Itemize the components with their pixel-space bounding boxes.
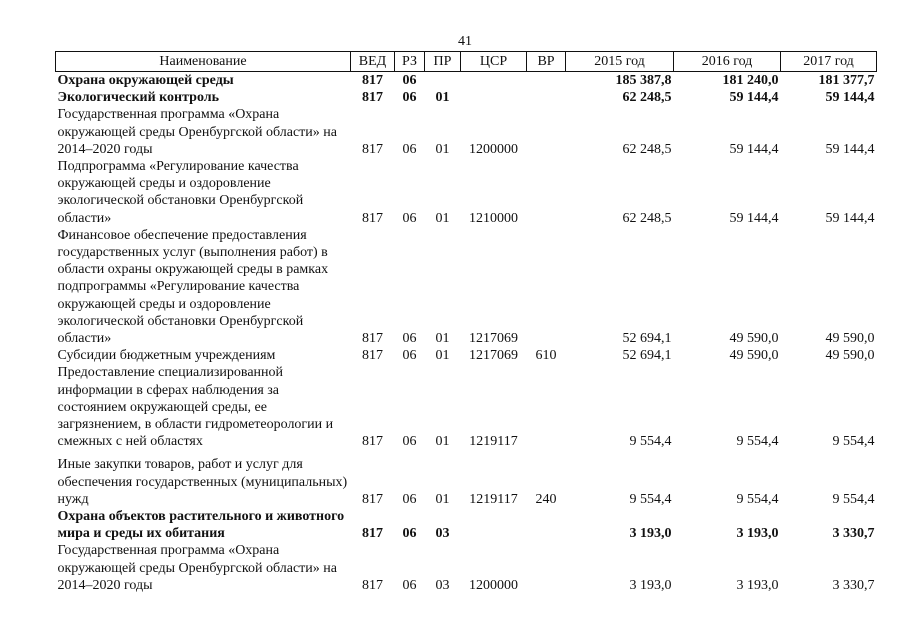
page-number: 41 [458,34,472,49]
cell-rz: 06 [402,348,417,364]
cell-csr [461,72,527,90]
table-row [56,508,877,542]
cell-2017: 9 554,4 [832,491,875,507]
cell-name: Подпрограмма «Регулирование качества окружающей среды и оздоровление экологической обстановки Оренбургской области» [57,159,304,226]
cell-2015: 3 193,0 [629,526,672,542]
cell-name: Субсидии бюджетным учреждениям [57,348,276,364]
cell-ved: 817 [362,141,383,157]
cell-csr [461,508,527,542]
cell-2015: 62 248,5 [622,141,672,157]
cell-2015: 185 387,8 [615,73,672,88]
cell-vr [527,542,566,594]
col-header-vr: ВР [527,52,566,72]
table-row [56,106,877,158]
cell-vr: 610 [535,348,557,364]
cell-2015: 52 694,1 [622,348,672,364]
cell-name: Государственная программа «Охрана окружающей среды Оренбургской области» на 2014–2020 годы [57,543,337,593]
cell-2016: 49 590,0 [729,348,779,364]
cell-ved: 817 [362,348,383,364]
col-header-ved: ВЕД [351,52,395,72]
cell-2017: 49 590,0 [825,331,875,347]
cell-2016: 9 554,4 [736,434,779,450]
table-body [56,72,877,595]
cell-csr: 1219117 [469,434,518,450]
cell-ved: 817 [362,73,383,88]
cell-2016: 59 144,4 [729,141,779,157]
col-header-csr: ЦСР [461,52,527,72]
cell-name: Предоставление специализированной информации в сферах наблюдения за состоянием окружающей среды, ее загрязнением, в области гидрометеорологии и смежных с ней областях [57,365,334,450]
cell-2016: 59 144,4 [729,210,779,226]
table-header-row [56,52,877,72]
table-row [56,158,877,227]
cell-rz: 06 [402,141,417,157]
cell-rz: 06 [402,434,417,450]
cell-pr: 01 [435,491,450,507]
table-row [56,456,877,508]
table-row [56,227,877,347]
cell-rz: 06 [402,90,417,106]
cell-vr: 240 [535,491,557,507]
cell-2017: 59 144,4 [825,90,875,106]
cell-2017: 181 377,7 [818,73,875,88]
col-header-2016: 2016 год [674,52,781,72]
cell-name: Иные закупки товаров, работ и услуг для обеспечения государственных (муниципальных) нужд [57,457,348,507]
cell-2016: 181 240,0 [722,73,779,88]
cell-rz: 06 [402,331,417,347]
cell-name: Охрана объектов растительного и животного мира и среды их обитания [57,509,345,542]
cell-ved: 817 [362,577,383,593]
cell-pr: 01 [435,90,450,106]
cell-vr [527,106,566,158]
table-row [56,542,877,594]
cell-2016: 59 144,4 [729,90,779,106]
cell-pr: 01 [435,331,450,347]
cell-csr: 1210000 [469,210,518,226]
col-header-name: Наименование [56,52,351,72]
cell-rz: 06 [402,526,417,542]
cell-vr [527,227,566,347]
cell-vr [527,364,566,456]
table-row [56,72,877,90]
cell-2015: 62 248,5 [622,90,672,106]
cell-csr: 1219117 [469,491,518,507]
cell-pr: 01 [435,210,450,226]
cell-csr: 1217069 [469,331,518,347]
cell-2017: 59 144,4 [825,141,875,157]
cell-name: Экологический контроль [57,90,220,106]
cell-name: Охрана окружающей среды [57,73,234,88]
col-header-2017: 2017 год [781,52,877,72]
cell-rz: 06 [402,577,417,593]
cell-ved: 817 [362,526,383,542]
cell-2016: 49 590,0 [729,331,779,347]
cell-2015: 3 193,0 [629,577,672,593]
col-header-pr: ПР [425,52,461,72]
cell-csr: 1217069 [469,348,518,364]
cell-name: Государственная программа «Охрана окружающей среды Оренбургской области» на 2014–2020 годы [57,107,337,157]
cell-2017: 59 144,4 [825,210,875,226]
cell-rz: 06 [402,491,417,507]
cell-pr: 03 [435,577,450,593]
cell-pr [425,72,461,90]
cell-vr [527,508,566,542]
cell-2017: 3 330,7 [832,577,875,593]
cell-2015: 52 694,1 [622,331,672,347]
cell-vr [527,89,566,106]
cell-2015: 62 248,5 [622,210,672,226]
table-row [56,347,877,364]
cell-csr: 1200000 [469,141,518,157]
cell-name: Финансовое обеспечение предоставления государственных услуг (выполнения работ) в области охраны окружающей среды в рамках подпрограммы «Регулирование качества окружающей среды и оздоровление экологической обстановки Оренбургской области» [57,227,329,347]
cell-rz: 06 [402,73,417,88]
cell-ved: 817 [362,434,383,450]
cell-ved: 817 [362,90,383,106]
cell-2015: 9 554,4 [629,491,672,507]
cell-2017: 3 330,7 [832,526,875,542]
cell-csr: 1200000 [469,577,518,593]
table-row [56,89,877,106]
cell-pr: 01 [435,348,450,364]
cell-ved: 817 [362,331,383,347]
cell-vr [527,72,566,90]
col-header-rz: РЗ [395,52,425,72]
cell-pr: 01 [435,434,450,450]
col-header-2015: 2015 год [566,52,674,72]
cell-vr [527,158,566,227]
cell-csr [461,89,527,106]
cell-2015: 9 554,4 [629,434,672,450]
cell-ved: 817 [362,210,383,226]
cell-2016: 3 193,0 [736,526,779,542]
cell-2017: 9 554,4 [832,434,875,450]
cell-rz: 06 [402,210,417,226]
table-row [56,364,877,456]
cell-2016: 3 193,0 [736,577,779,593]
cell-ved: 817 [362,491,383,507]
cell-pr: 03 [435,526,450,542]
cell-pr: 01 [435,141,450,157]
budget-table [55,51,877,594]
cell-2017: 49 590,0 [825,348,875,364]
cell-2016: 9 554,4 [736,491,779,507]
